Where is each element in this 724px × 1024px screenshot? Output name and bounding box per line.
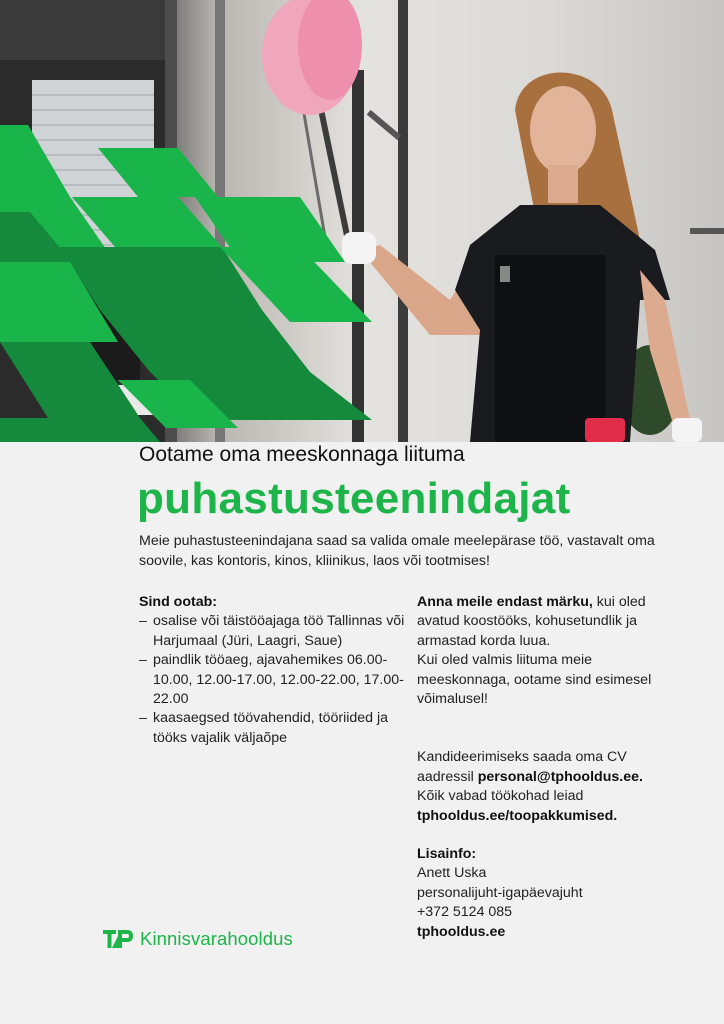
- contact-name: Anett Uska: [417, 865, 487, 882]
- tp-logo-icon: [103, 928, 133, 950]
- apply-text-2: Kõik vabad töökohad leiad: [417, 788, 584, 805]
- apply-paragraph: [417, 748, 687, 826]
- sign-bold: Anna meile endast märku,: [417, 594, 593, 610]
- list-dash: –: [139, 710, 147, 727]
- contact-role: personalijuht-igapäevajuht: [417, 884, 583, 901]
- sign-paragraph: [417, 593, 687, 651]
- hero-photo: [0, 0, 724, 442]
- offer-section: [139, 593, 409, 748]
- offer-item-2: paindlik tööaeg, ajavahemikes 06.00-10.00, 12.00-17.00, 12.00-22.00, 17.00-22.00: [153, 652, 404, 708]
- list-item: [139, 709, 409, 748]
- jobs-link[interactable]: tphooldus.ee/toopakkumised.: [417, 807, 618, 824]
- contact-phone: +372 5124 085: [417, 904, 513, 921]
- offer-list: [139, 612, 409, 748]
- site-link[interactable]: tphooldus.ee: [417, 923, 506, 940]
- intro-paragraph: Meie puhastusteenindajana saad sa valida omale meelepärase töö, vastavalt oma soovile, kas kontoris, kinos, kliinikus, laos või tootmises!: [139, 533, 655, 569]
- list-dash: –: [139, 613, 147, 630]
- contact-title: Lisainfo:: [417, 846, 477, 863]
- lead-text: Ootame oma meeskonnaga liituma: [139, 443, 465, 466]
- hero-illustration: [0, 0, 724, 442]
- offer-item-1: osalise või täistööajaga töö Tallinnas või Harjumaal (Jüri, Laagri, Saue): [153, 613, 405, 649]
- page-title: puhastusteenindajat: [137, 474, 571, 523]
- apply-email-link[interactable]: personal@tphooldus.ee.: [477, 768, 643, 785]
- offer-item-3: kaasaegsed töövahendid, tööriided ja tööks vajalik väljaõpe: [153, 710, 389, 746]
- contact-column: [417, 593, 687, 942]
- list-item: [139, 612, 409, 651]
- list-dash: –: [139, 652, 147, 669]
- apply-text: Kandideerimiseks saada oma CV aadressil: [417, 749, 627, 785]
- offer-title: Sind ootab:: [139, 594, 218, 610]
- sign-text: kui oled avatud koostööks, kohusetundlik ja armastad korda luua.: [417, 594, 646, 649]
- logo-name: Kinnisvarahooldus: [140, 928, 293, 949]
- sign-paragraph-2: Kui oled valmis liituma meie meeskonnaga, ootame sind esimesel võimalusel!: [417, 652, 652, 708]
- list-item: [139, 651, 409, 709]
- contact-info: [417, 845, 687, 942]
- company-logo: [103, 928, 293, 950]
